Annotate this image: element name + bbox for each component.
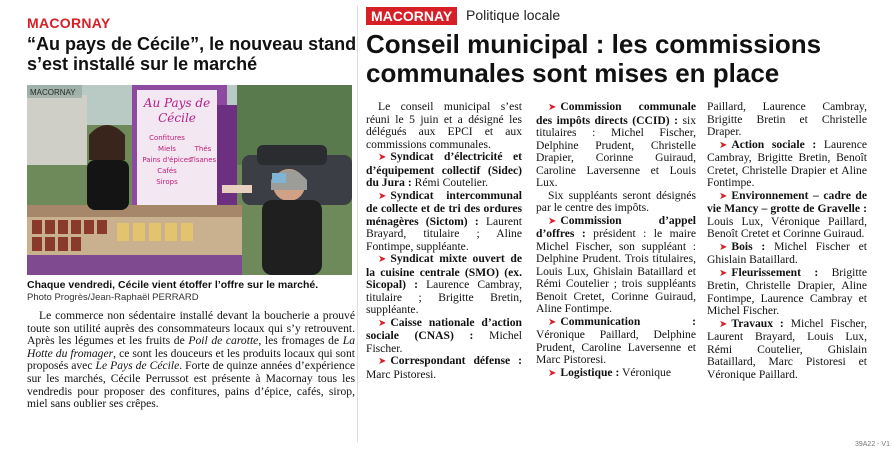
photo-credit: Photo Progrès/Jean-Raphaël PERRARD bbox=[27, 292, 199, 303]
item-heading: Action sociale : bbox=[731, 137, 817, 151]
market-stand-photo bbox=[27, 85, 352, 275]
commission-item bbox=[707, 190, 867, 241]
red-arrow-icon: ➤ bbox=[719, 267, 728, 279]
red-arrow-icon: ➤ bbox=[548, 102, 557, 113]
item-heading: Correspondant défense : bbox=[390, 354, 522, 367]
body-text: , ce sont les douceurs et les produits locaux qui sont proposés avec bbox=[27, 346, 355, 373]
intro-paragraph: Le conseil municipal s’est réuni le 5 juin et a désigné les délégués aux EPCI et aux commissions communales. bbox=[366, 100, 522, 151]
stand-sign-item-6: Sirops bbox=[156, 178, 178, 186]
red-arrow-icon: ➤ bbox=[378, 254, 387, 265]
right-column-2 bbox=[536, 101, 696, 380]
red-arrow-icon: ➤ bbox=[548, 367, 557, 379]
commission-item bbox=[707, 267, 867, 318]
body-text: . Forte de quinze années d’expérience sur les marchés, Cécile Perrussot est présente à Macornay tous les vendredis pour proposer des confitures, pains d’épice, cafés, sirop, miel sans oublier ses crêpes. bbox=[27, 359, 355, 411]
commission-item bbox=[366, 151, 522, 190]
commission-item bbox=[366, 253, 522, 317]
italic-name: Le Pays de Cécile bbox=[95, 359, 180, 373]
item-text: Véronique bbox=[619, 365, 671, 379]
red-arrow-icon: ➤ bbox=[378, 152, 387, 163]
commission-item bbox=[536, 190, 696, 215]
left-article-paragraph bbox=[27, 310, 355, 411]
item-heading: Commission communale des impôts directs (CCID) : bbox=[536, 100, 696, 127]
stand-sign-item-5: Thés bbox=[194, 145, 212, 153]
item-heading: Communication : bbox=[560, 314, 696, 328]
commission-item bbox=[707, 318, 867, 382]
red-arrow-icon: ➤ bbox=[719, 139, 728, 151]
stand-sign-item-2: Miels bbox=[158, 145, 176, 153]
item-heading: Fleurissement : bbox=[731, 265, 819, 279]
column-divider bbox=[357, 6, 358, 442]
red-arrow-icon: ➤ bbox=[548, 215, 557, 227]
stand-sign-title: Au Pays de bbox=[143, 96, 211, 110]
item-heading: Travaux : bbox=[731, 316, 784, 330]
commission-item bbox=[366, 317, 522, 356]
commission-item bbox=[366, 355, 522, 381]
commission-item bbox=[536, 101, 696, 190]
red-arrow-icon: ➤ bbox=[548, 316, 557, 328]
stand-sign-item-4: Cafés bbox=[157, 167, 177, 175]
right-kicker: MACORNAY bbox=[366, 7, 457, 25]
footer-code: 39A22 - V1 bbox=[854, 441, 890, 448]
body-text: Le commerce non sédentaire installé devant la boucherie a prouvé toute son utilité auprès des consommateurs locaux qui s’y retrouvent. Après les légumes et les fruits de bbox=[27, 309, 355, 348]
stand-sign-item-7: Tisanes bbox=[189, 156, 217, 164]
photo-caption bbox=[27, 279, 352, 291]
commission-item bbox=[707, 139, 867, 190]
item-text: Véronique Paillard, Delphine Prudent, Caroline Laversenne et Marc Pistoresi. bbox=[536, 328, 696, 366]
left-article-body bbox=[27, 310, 355, 411]
commission-item bbox=[707, 241, 867, 267]
left-headline-line2: s’est installé sur le marché bbox=[27, 54, 258, 74]
commission-item bbox=[536, 367, 696, 381]
item-heading: Syndicat d’électricité et d’équipement collectif (Sidec) du Jura : bbox=[366, 150, 522, 189]
item-heading: Caisse nationale d’action sociale (CNAS) : bbox=[366, 315, 522, 342]
photo-caption-text: Chaque vendredi, Cécile vient étoffer l’offre sur le marché. bbox=[27, 279, 319, 291]
item-heading: Syndicat intercommunal de collecte et de tri des ordures ménagères (Sictom) : bbox=[366, 188, 522, 228]
red-arrow-icon: ➤ bbox=[378, 190, 387, 202]
item-text: président : le maire Michel Fischer, son suppléant : Delphine Prudent. Trois titulaires, Louis Lux, Ghislain Bataillard et Rémi Coutelier ; trois suppléants Benoit Cretet, Corinne Guiraud, Aline Fontimpe. bbox=[536, 227, 696, 315]
item-text: Michel Fischer, Laurent Brayard, Louis Lux, Rémi Coutelier, Ghislain Bataillard, Marc Pistoresi et Véronique Paillard. bbox=[707, 316, 868, 381]
item-heading: Commission d’appel d’offres : bbox=[536, 213, 696, 240]
item-text: Laurence Cambray, Brigitte Bretin, Benoît Cretet, Christelle Drapier et Aline Fontimpe. bbox=[707, 137, 867, 189]
item-text: Michel Fischer. bbox=[366, 329, 522, 355]
right-headline-line1: Conseil municipal : les commissions bbox=[366, 29, 822, 59]
commission-item bbox=[536, 215, 696, 316]
item-text: Rémi Coutelier. bbox=[411, 176, 489, 189]
stand-sign-item-1: Confitures bbox=[149, 134, 185, 142]
item-text: Brigitte Bretin, Christelle Drapier, Aline Fontimpe, Laurence Cambray et Michel Fischer. bbox=[707, 265, 867, 317]
right-column-1 bbox=[366, 101, 522, 381]
item-heading: Environnement – cadre de vie Mancy – grotte de Gravelle : bbox=[707, 188, 867, 215]
italic-name: Poil de carotte bbox=[188, 334, 259, 348]
item-text: Laurence Cambray, titulaire ; Brigitte Bretin, suppléante. bbox=[366, 278, 523, 316]
right-column-3 bbox=[707, 101, 867, 381]
item-heading: Syndicat mixte ouvert de la cuisine centrale (SMO) (ex. Sicopal) : bbox=[366, 252, 522, 291]
red-arrow-icon: ➤ bbox=[378, 317, 387, 329]
stand-sign-item-3: Pains d'épices bbox=[142, 156, 192, 164]
right-headline bbox=[366, 30, 886, 88]
right-headline-line2: communales sont mises en place bbox=[366, 58, 780, 88]
italic-name: La Hotte du fromager bbox=[27, 334, 355, 360]
item-heading: Logistique : bbox=[560, 365, 620, 379]
left-headline-line1: “Au pays de Cécile”, le nouveau stand bbox=[27, 34, 357, 54]
item-heading: Bois : bbox=[731, 239, 766, 253]
body-text: , les fromages de bbox=[258, 334, 343, 348]
item-text: Marc Pistoresi. bbox=[366, 367, 437, 381]
red-arrow-icon: ➤ bbox=[719, 318, 728, 330]
photo-corner-label: MACORNAY bbox=[30, 88, 76, 97]
commission-item bbox=[366, 190, 522, 254]
stand-sign-subtitle: Cécile bbox=[158, 111, 196, 125]
item-text: Michel Fischer et Ghislain Bataillard. bbox=[707, 239, 867, 266]
item-text: Louis Lux, Véronique Paillard, Benoît Cretet et Corinne Guiraud. bbox=[707, 214, 867, 240]
red-arrow-icon: ➤ bbox=[378, 356, 387, 367]
column-3-lead: Paillard, Laurence Cambray, Brigitte Bretin et Christelle Draper. bbox=[707, 100, 867, 138]
rubric-label: Politique locale bbox=[466, 7, 561, 23]
left-kicker: MACORNAY bbox=[27, 15, 111, 31]
item-text: Laurent Brayard, titulaire ; Aline Fontimpe, suppléante. bbox=[366, 214, 522, 253]
item-text: Six suppléants seront désignés par le centre des impôts. bbox=[536, 188, 696, 214]
commission-item bbox=[536, 316, 696, 367]
left-headline bbox=[27, 34, 357, 74]
item-text: six titulaires : Michel Fischer, Delphine Prudent, Christelle Drapier, Corinne Guiraud, Caroline Laversenne et Louis Lux. bbox=[536, 113, 696, 189]
red-arrow-icon: ➤ bbox=[719, 190, 728, 202]
red-arrow-icon: ➤ bbox=[719, 241, 728, 253]
